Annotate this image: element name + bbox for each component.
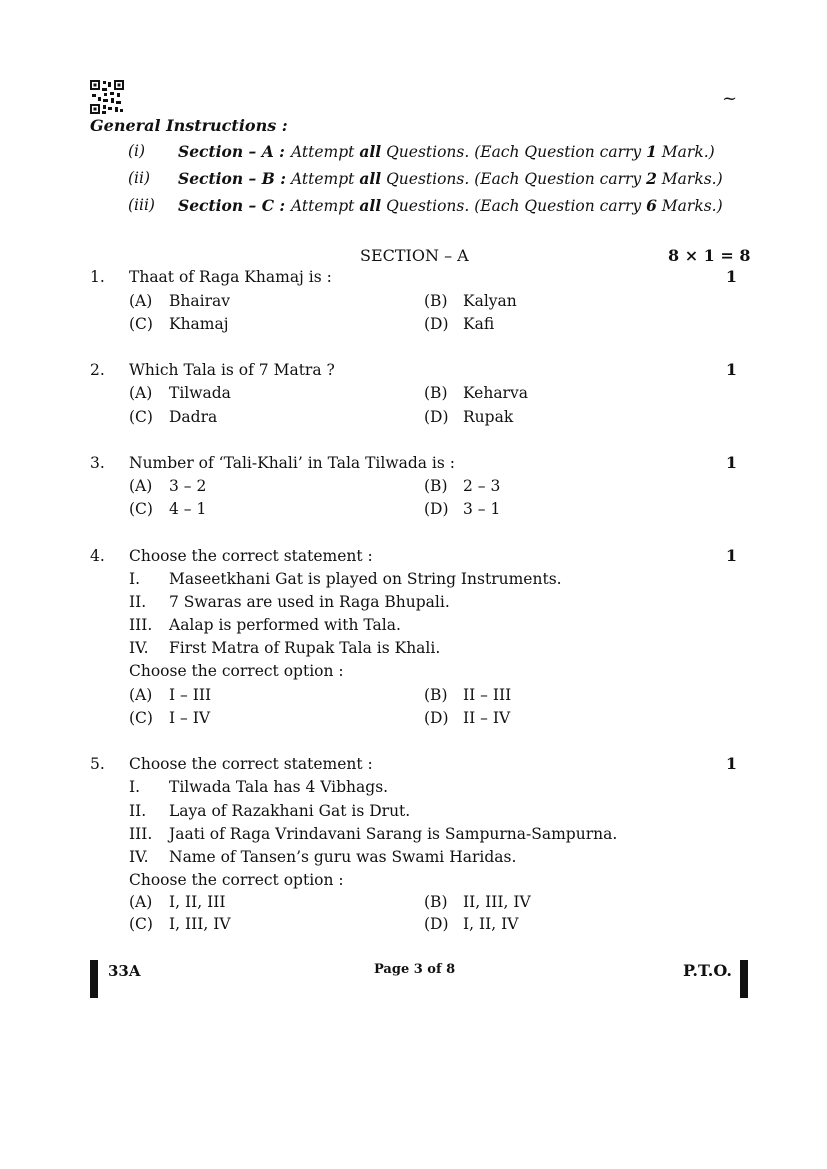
option-key: (B) <box>424 477 448 495</box>
statement-text: Tilwada Tala has 4 Vibhags. <box>169 778 389 796</box>
question-text: Which Tala is of 7 Matra ? <box>129 361 335 379</box>
option-value: II – IV <box>463 709 511 727</box>
statement-text: Aalap is performed with Tala. <box>169 616 401 634</box>
option-key: (C) <box>129 915 153 933</box>
instruction-label: Section – A : <box>178 142 285 161</box>
statement-key: III. <box>129 825 153 843</box>
instruction-roman: (ii) <box>128 169 151 187</box>
question-text: Choose the correct statement : <box>129 755 373 773</box>
option-key: (A) <box>129 292 153 310</box>
option-value: Kafi <box>463 315 495 333</box>
instruction-item <box>128 196 728 216</box>
statement-key: IV. <box>129 848 149 866</box>
option-value: Kalyan <box>463 292 517 310</box>
question-text: Thaat of Raga Khamaj is : <box>129 268 332 286</box>
option-key: (C) <box>129 315 153 333</box>
general-instructions-title: General Instructions : <box>90 116 288 135</box>
statement-key: III. <box>129 616 153 634</box>
option-key: (A) <box>129 686 153 704</box>
question-prompt: Choose the correct option : <box>129 871 344 889</box>
question-mark: 1 <box>725 453 737 472</box>
paper-code: 33A <box>108 962 141 980</box>
question-mark: 1 <box>725 754 737 773</box>
option-key: (D) <box>424 709 449 727</box>
statement-key: I. <box>129 570 141 588</box>
question-mark: 1 <box>725 267 737 286</box>
question-text: Number of ‘Tali-Khali’ in Tala Tilwada is : <box>129 454 455 472</box>
footer-bar-left <box>90 960 98 998</box>
question-prompt: Choose the correct option : <box>129 662 344 680</box>
option-key: (B) <box>424 893 448 911</box>
option-value: 2 – 3 <box>463 477 501 495</box>
option-key: (B) <box>424 292 448 310</box>
option-value: I – IV <box>169 709 211 727</box>
option-value: Rupak <box>463 408 514 426</box>
option-value: II, III, IV <box>463 893 531 911</box>
qr-code <box>90 80 124 114</box>
instruction-label: Section – B : <box>178 169 286 188</box>
option-key: (A) <box>129 477 153 495</box>
option-value: Dadra <box>169 408 218 426</box>
instruction-item <box>128 169 728 189</box>
section-marks: 8 × 1 = 8 <box>668 246 751 265</box>
statement-text: 7 Swaras are used in Raga Bhupali. <box>169 593 450 611</box>
option-key: (B) <box>424 686 448 704</box>
statement-key: II. <box>129 802 147 820</box>
option-value: II – III <box>463 686 512 704</box>
statement-key: II. <box>129 593 147 611</box>
option-value: I – III <box>169 686 212 704</box>
option-value: 3 – 1 <box>463 500 501 518</box>
instruction-text: Attempt all Questions. (Each Question carry 6 Marks.) <box>291 196 723 215</box>
question-number: 4. <box>90 547 105 565</box>
option-key: (C) <box>129 709 153 727</box>
question-number: 3. <box>90 454 105 472</box>
section-title: SECTION – A <box>360 246 469 265</box>
instruction-roman: (i) <box>128 142 146 160</box>
option-key: (A) <box>129 893 153 911</box>
option-value: 3 – 2 <box>169 477 207 495</box>
page-number: Page 3 of 8 <box>374 962 456 977</box>
question-mark: 1 <box>725 360 737 379</box>
option-value: I, II, IV <box>463 915 519 933</box>
instruction-label: Section – C : <box>178 196 286 215</box>
instruction-text: Attempt all Questions. (Each Question carry 2 Marks.) <box>291 169 723 188</box>
question-mark: 1 <box>725 546 737 565</box>
pto-label: P.T.O. <box>683 961 732 980</box>
statement-text: Maseetkhani Gat is played on String Instruments. <box>169 570 562 588</box>
footer-bar-right <box>740 960 748 998</box>
statement-text: Jaati of Raga Vrindavani Sarang is Sampurna-Sampurna. <box>169 825 618 843</box>
option-value: Tilwada <box>169 384 231 402</box>
option-key: (C) <box>129 500 153 518</box>
option-key: (B) <box>424 384 448 402</box>
statement-text: Name of Tansen’s guru was Swami Haridas. <box>169 848 517 866</box>
option-key: (C) <box>129 408 153 426</box>
instruction-roman: (iii) <box>128 196 155 214</box>
option-value: Khamaj <box>169 315 229 333</box>
statement-key: I. <box>129 778 141 796</box>
option-key: (D) <box>424 500 449 518</box>
header-tilde: ~ <box>722 88 738 109</box>
option-value: I, II, III <box>169 893 226 911</box>
option-value: 4 – 1 <box>169 500 207 518</box>
statement-key: IV. <box>129 639 149 657</box>
option-key: (D) <box>424 315 449 333</box>
instruction-item <box>128 142 728 162</box>
question-number: 1. <box>90 268 105 286</box>
option-key: (D) <box>424 915 449 933</box>
option-value: I, III, IV <box>169 915 231 933</box>
instruction-text: Attempt all Questions. (Each Question carry 1 Mark.) <box>291 142 715 161</box>
option-key: (D) <box>424 408 449 426</box>
question-text: Choose the correct statement : <box>129 547 373 565</box>
option-value: Keharva <box>463 384 528 402</box>
option-key: (A) <box>129 384 153 402</box>
option-value: Bhairav <box>169 292 230 310</box>
statement-text: Laya of Razakhani Gat is Drut. <box>169 802 411 820</box>
question-number: 5. <box>90 755 105 773</box>
statement-text: First Matra of Rupak Tala is Khali. <box>169 639 441 657</box>
question-number: 2. <box>90 361 105 379</box>
